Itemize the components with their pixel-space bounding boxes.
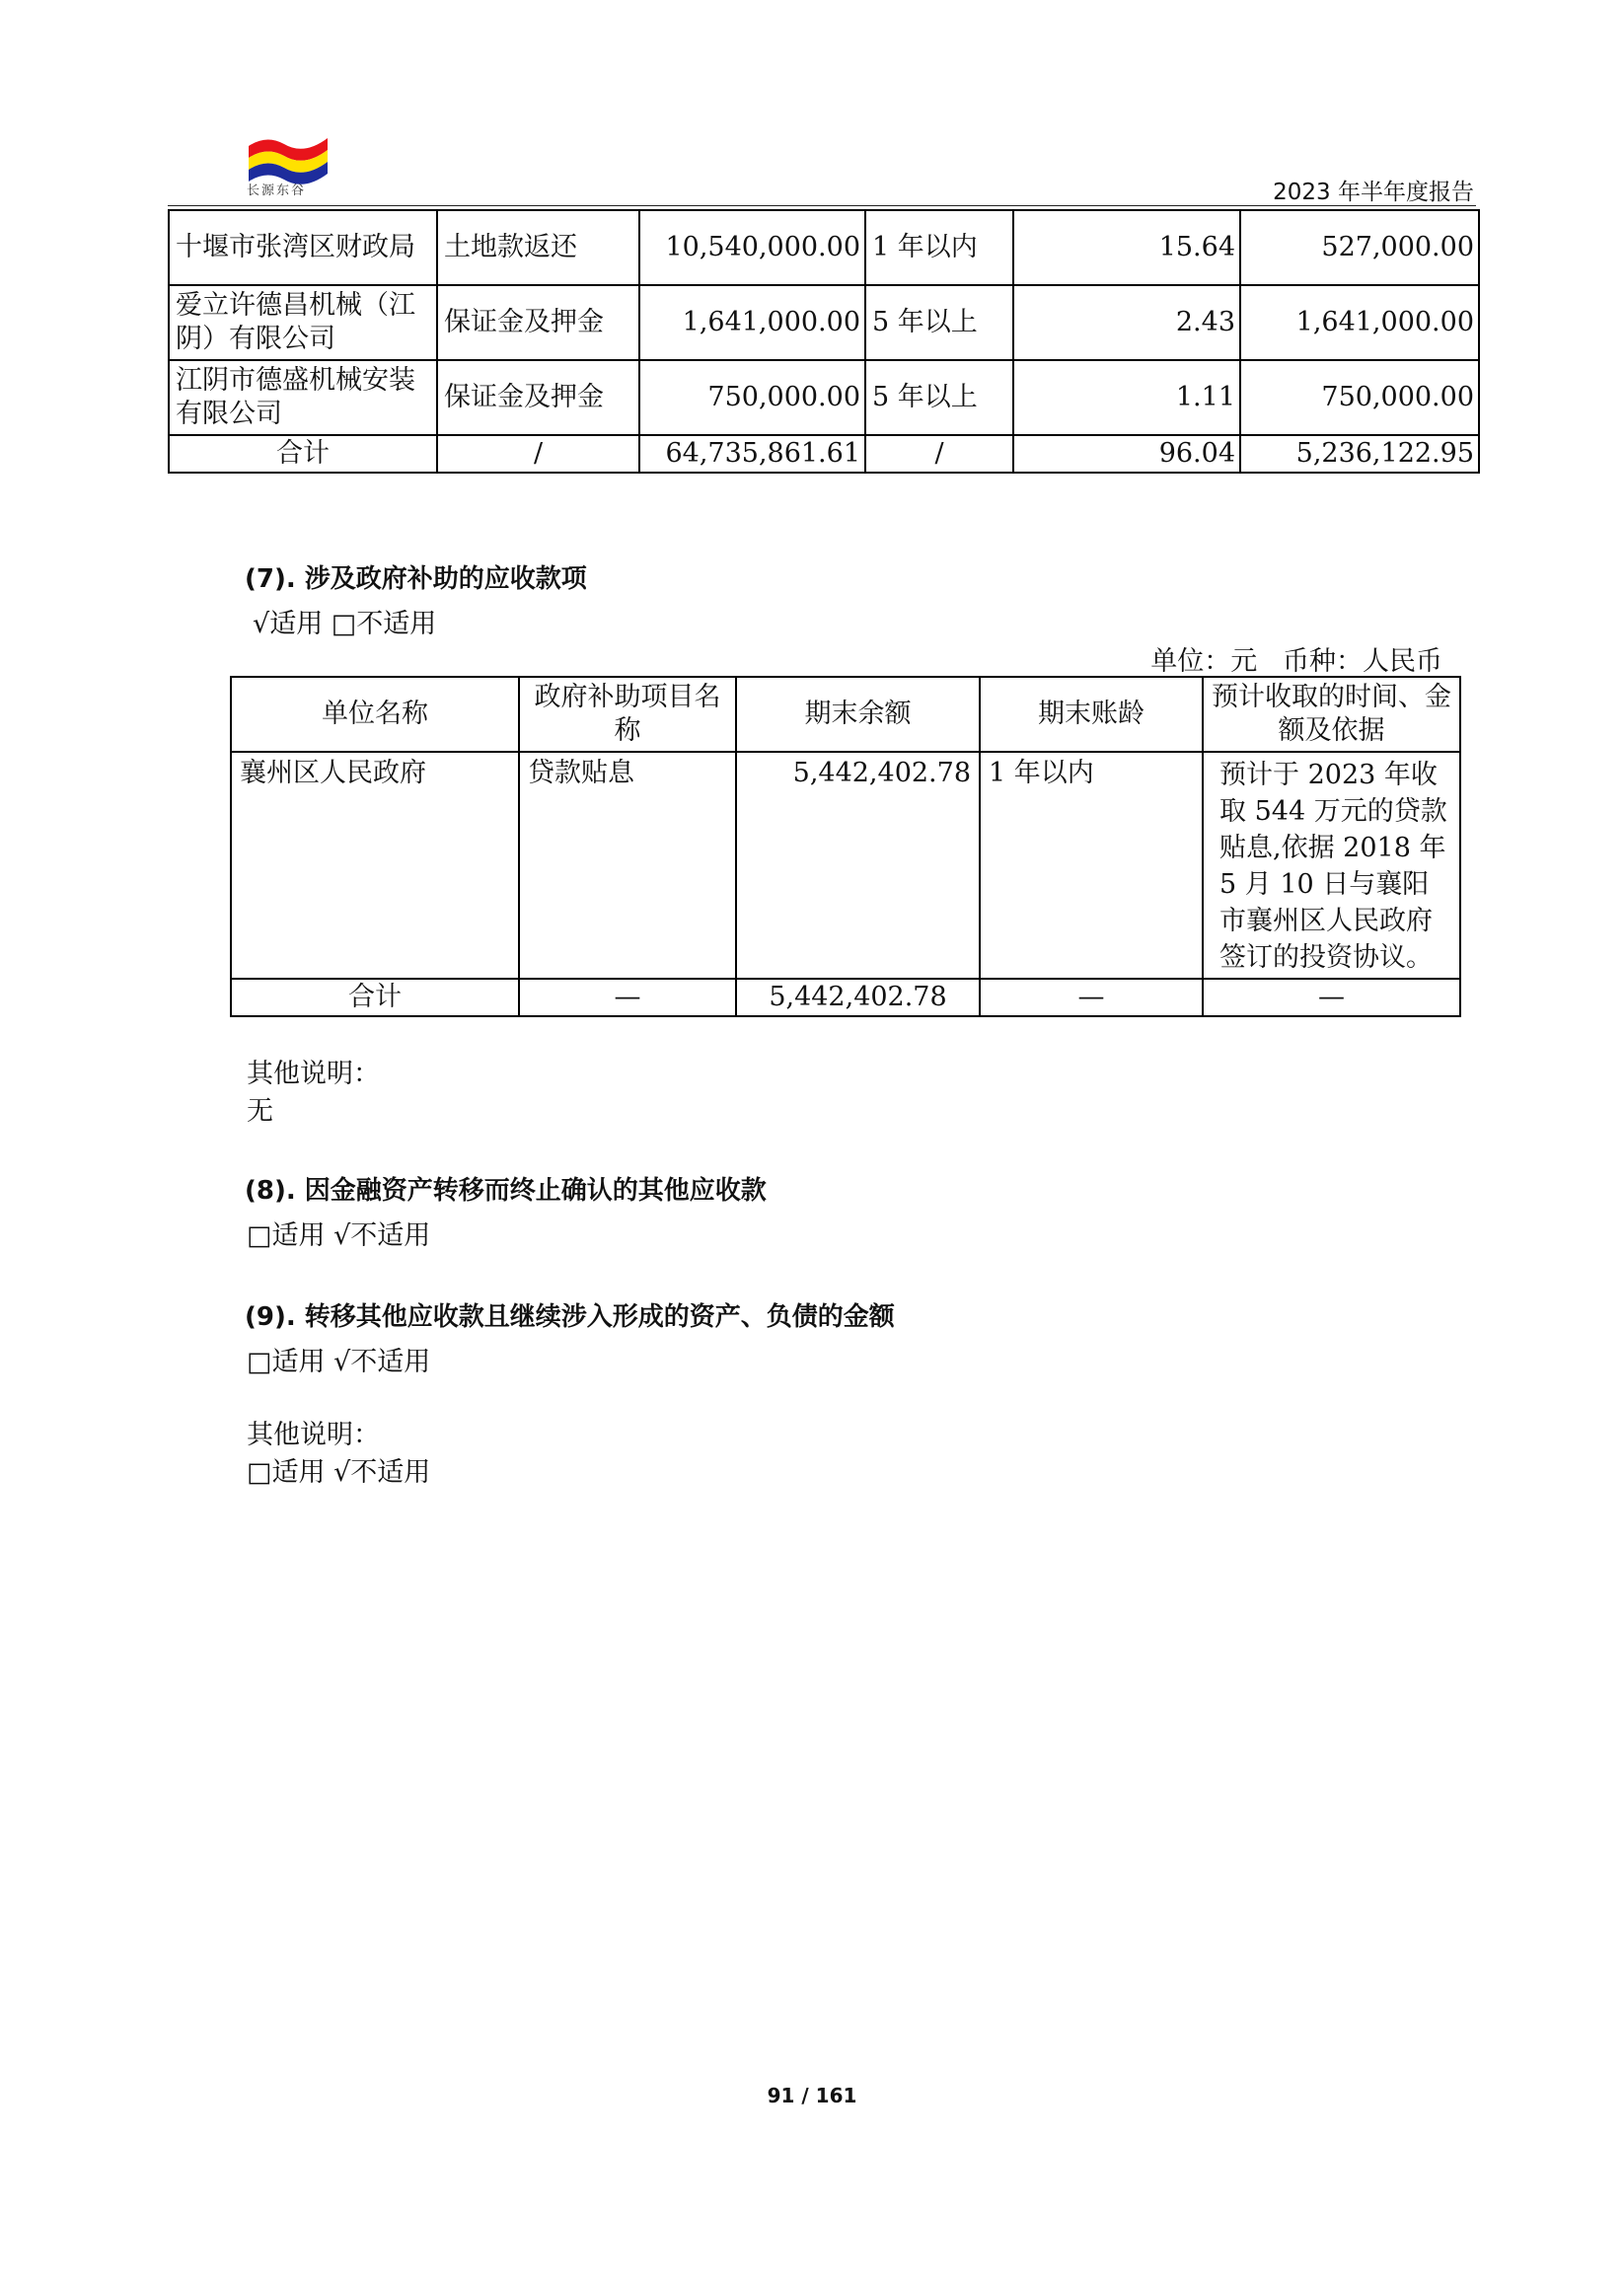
header-cell: 期末账龄 [980,677,1203,752]
unit-label: 单位：元 币种：人民币 [1150,646,1442,677]
table-total-row [231,979,1460,1016]
cell-name: 江阴市德盛机械安装有限公司 [169,360,437,435]
cell-total-age: / [865,435,1013,473]
cell-total-provision: 5,236,122.95 [1240,435,1479,473]
other-note-2-label: 其他说明： [247,1420,380,1450]
cell-total-amount: 64,735,861.61 [639,435,865,473]
cell-age: 1 年以内 [980,752,1203,979]
other-note-value: 无 [247,1096,273,1127]
table-row [169,360,1479,435]
table-row [231,752,1460,979]
table-row [169,210,1479,285]
cell-amount: 1,641,000.00 [639,285,865,360]
section-8-applicable: □适用 √不适用 [247,1220,431,1251]
section-7-applicable: √适用 □不适用 [253,609,437,639]
cell-total-label: 合计 [231,979,519,1016]
page-number: 91 / 161 [767,2084,857,2107]
cell-provision: 1,641,000.00 [1240,285,1479,360]
table-total-row [169,435,1479,473]
cell-basis: 预计于 2023 年收取 544 万元的贷款贴息,依据 2018 年 5 月 10 日与襄阳市襄州区人民政府签订的投资协议。 [1203,752,1460,979]
cell-amount: 10,540,000.00 [639,210,865,285]
cell-age: 5 年以上 [865,360,1013,435]
cell-total-balance: 5,442,402.78 [736,979,980,1016]
cell-total-label: 合计 [169,435,437,473]
section-7-heading: (7). 涉及政府补助的应收款项 [245,564,587,594]
table-header-row [231,677,1460,752]
header-cell: 政府补助项目名称 [519,677,736,752]
cell-provision: 750,000.00 [1240,360,1479,435]
cell-total-ratio: 96.04 [1013,435,1240,473]
cell-age: 1 年以内 [865,210,1013,285]
cell-project: 贷款贴息 [519,752,736,979]
cell-total-nature: / [437,435,639,473]
cell-balance: 5,442,402.78 [736,752,980,979]
cell-ratio: 15.64 [1013,210,1240,285]
cell-ratio: 2.43 [1013,285,1240,360]
cell-amount: 750,000.00 [639,360,865,435]
cell-nature: 保证金及押金 [437,360,639,435]
header-divider [168,205,1476,206]
section-8-heading: (8). 因金融资产转移而终止确认的其他应收款 [245,1176,767,1206]
header-cell: 期末余额 [736,677,980,752]
report-title: 2023 年半年度报告 [1273,180,1474,205]
cell-total-project: — [519,979,736,1016]
other-note-label: 其他说明： [247,1059,380,1089]
cell-name: 襄州区人民政府 [231,752,519,979]
government-subsidy-table [230,676,1461,1017]
cell-name: 爱立许德昌机械（江阴）有限公司 [169,285,437,360]
header-cell: 单位名称 [231,677,519,752]
table-row [169,285,1479,360]
header-cell: 预计收取的时间、金额及依据 [1203,677,1460,752]
cell-provision: 527,000.00 [1240,210,1479,285]
cell-age: 5 年以上 [865,285,1013,360]
cell-total-basis: — [1203,979,1460,1016]
logo-text: 长源东谷 [247,184,307,198]
cell-ratio: 1.11 [1013,360,1240,435]
cell-nature: 土地款返还 [437,210,639,285]
cell-total-age: — [980,979,1203,1016]
other-note-2-applicable: □适用 √不适用 [247,1457,431,1488]
cell-name: 十堰市张湾区财政局 [169,210,437,285]
cell-nature: 保证金及押金 [437,285,639,360]
section-9-applicable: □适用 √不适用 [247,1347,431,1377]
receivables-top-table [168,209,1480,474]
section-9-heading: (9). 转移其他应收款且继续涉入形成的资产、负债的金额 [245,1302,895,1332]
